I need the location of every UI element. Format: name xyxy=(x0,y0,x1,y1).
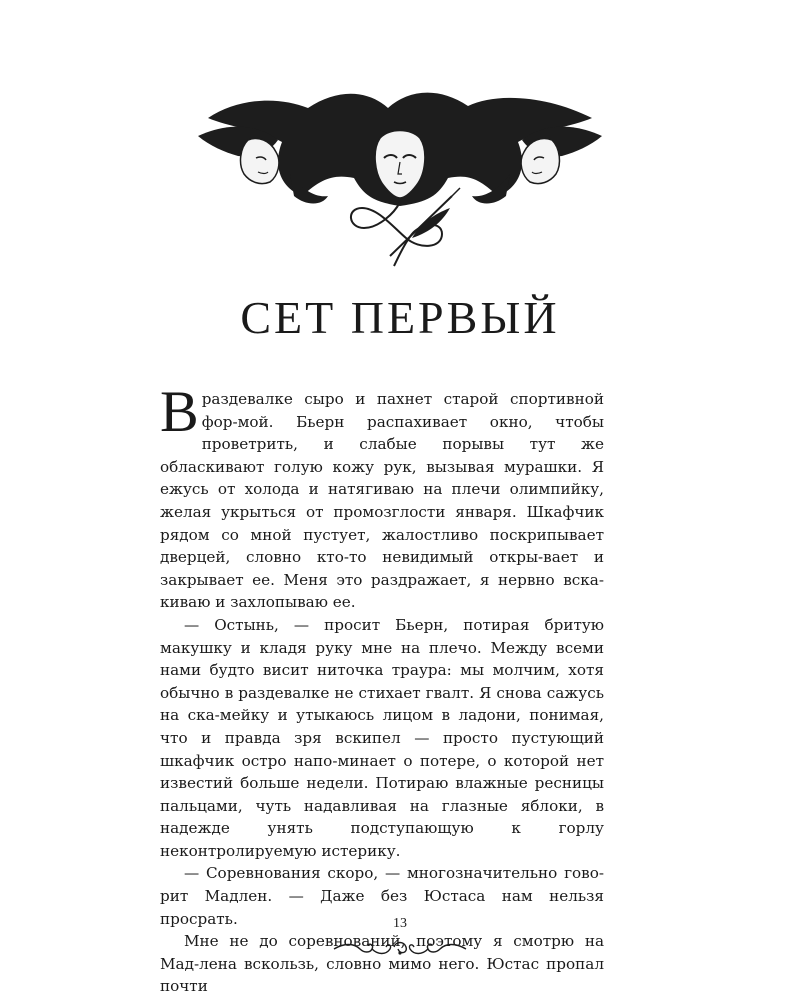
paragraph-1 xyxy=(160,379,604,614)
chapter-title: СЕТ ПЕРВЫЙ xyxy=(240,292,560,343)
chapter-body xyxy=(160,379,604,998)
infinity-swirl xyxy=(351,202,442,266)
drop-cap: В xyxy=(160,379,199,444)
paragraph-4: Мне не до соревнований, поэтому я смотрю на Мад-лена вскользь, словно мимо него. Юстас пропал почти xyxy=(160,932,604,996)
paragraph-2: — Остынь, — просит Бьерн, потирая бритую макушку и кладя руку мне на плечо. Между всеми нами будто висит ниточка траура: мы молчим, хотя обычно в раздевалке не стихает гвалт. Я снова сажусь на ска-мейку и утыкаюсь лицом в ладони, понимая, что и правда зря вскипел — просто пустующий шкафчик остро напо-минает о потере, о которой нет известий больше недели. Потираю влажные ресницы пальцами, чуть надавливая на глазные яблоки, в надежде унять подступающую к горлу неконтролируемую истерику. xyxy=(160,615,604,860)
paragraph-1-text: раздевалке сыро и пахнет старой спортивной фор-мой. Бьерн распахивает окно, чтобы проветрить, и слабые порывы тут же обласкивают голую кожу рук, вызывая мурашки. Я ежусь от холода и натягиваю на плечи олимпийку, желая укрыться от промозглости января. Шкафчик рядом со мной пустует, жалостливо поскрипывает дверцей, словно кто-то невидимый откры-вает и закрывает ее. Меня это раздражает, я нервно вска-киваю и захлопываю ее. xyxy=(160,390,604,612)
swirl-ornament-icon xyxy=(330,937,470,959)
paragraph-3: — Соревнования скоро, — многозначительно гово-рит Мадлен. — Даже без Юстаса нам нельзя просрать. xyxy=(160,864,604,928)
page-number: 13 xyxy=(393,916,407,931)
header-illustration xyxy=(198,78,602,268)
